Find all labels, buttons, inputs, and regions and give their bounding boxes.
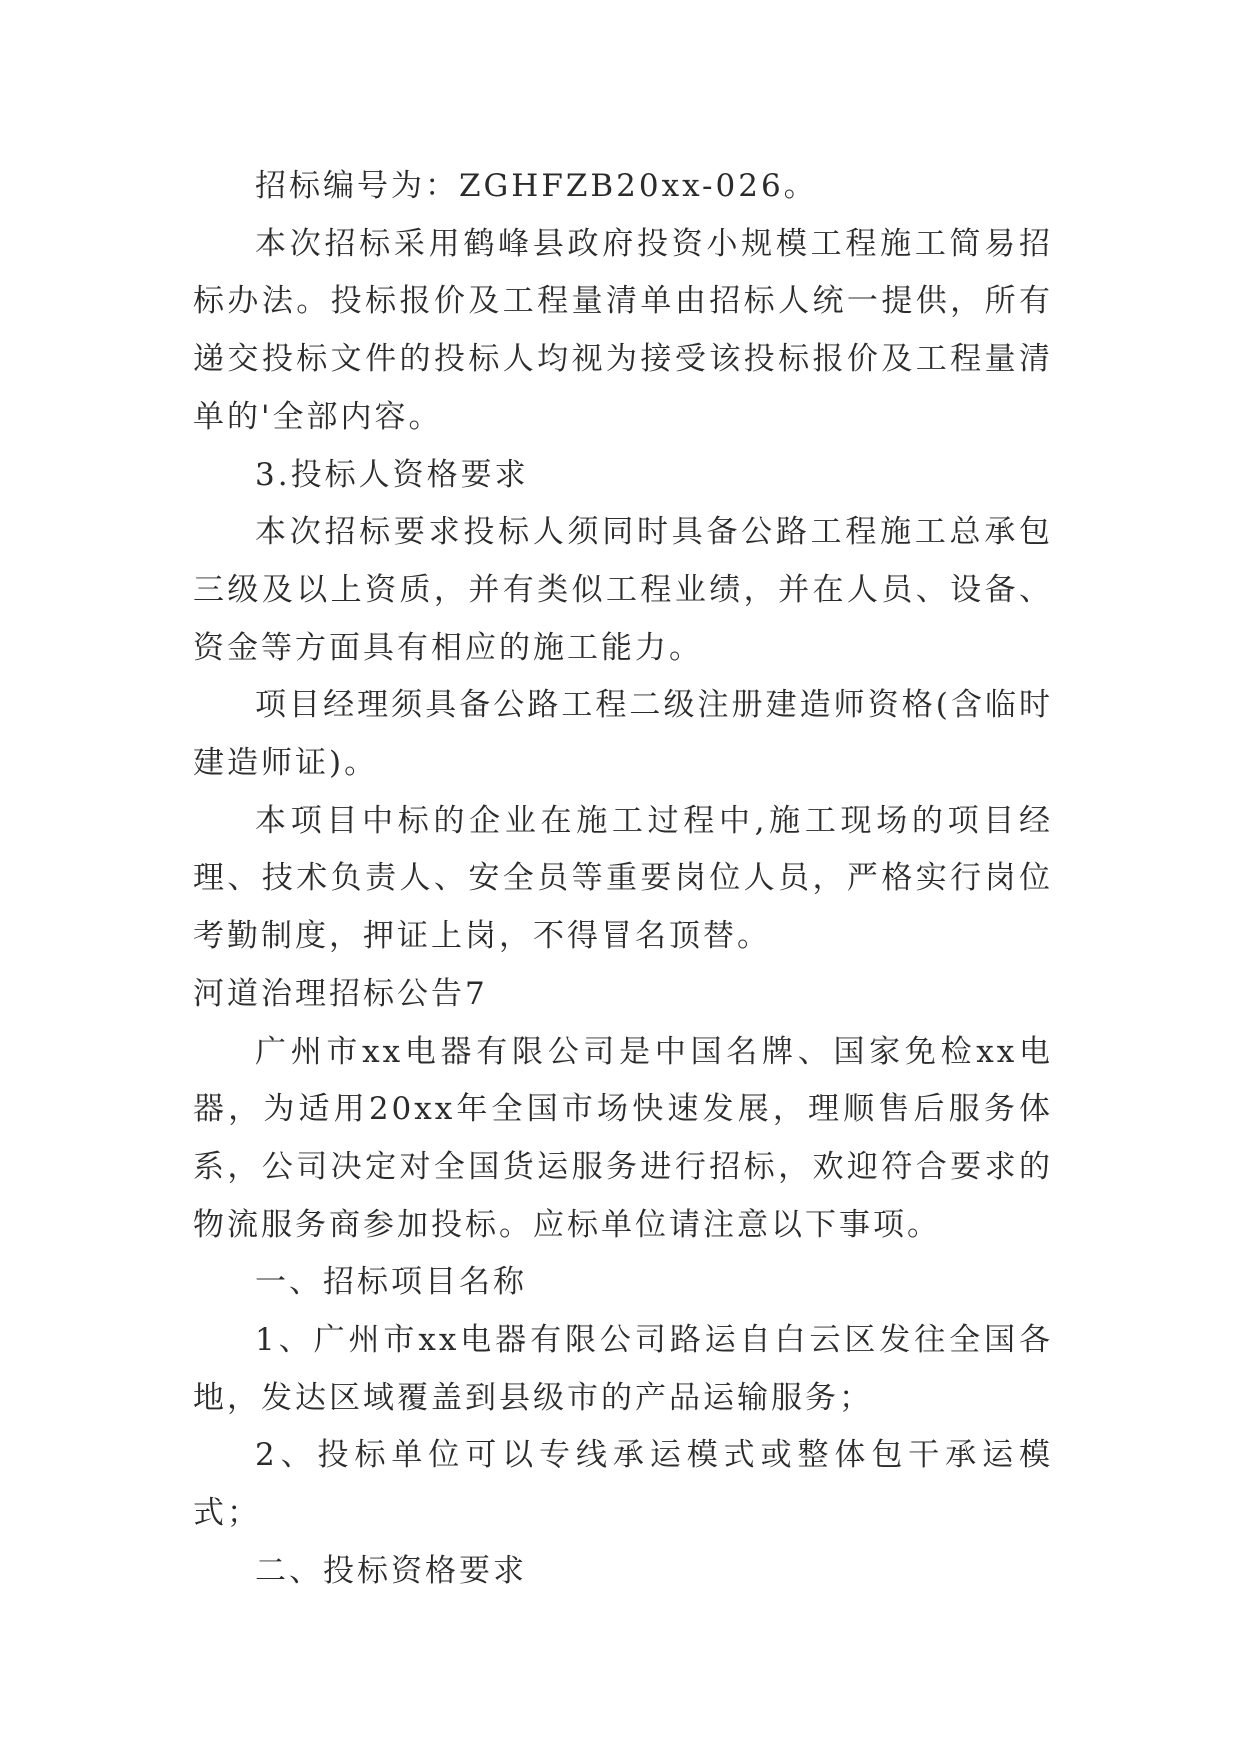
heading-project-name: 一、招标项目名称 [255, 1264, 527, 1301]
paragraph-site-personnel: 本项目中标的企业在施工过程中,施工现场的项目经理、技术负责人、安全员等重要岗位人员，严格实行岗位考勤制度，押证上岗，不得冒名顶替。 [193, 802, 1053, 955]
paragraph-project-manager: 项目经理须具备公路工程二级注册建造师资格(含临时建造师证)。 [193, 687, 1053, 782]
paragraph-tender-method: 本次招标采用鹤峰县政府投资小规模工程施工简易招标办法。投标报价及工程量清单由招标人统一提供，所有递交投标文件的投标人均视为接受该投标报价及工程量清单的'全部内容。 [193, 225, 1053, 435]
paragraph-tender-number: 招标编号为：ZGHFZB20xx-026。 [255, 168, 818, 204]
section-title: 河道治理招标公告7 [193, 975, 488, 1012]
paragraph-company-intro: 广州市xx电器有限公司是中国名牌、国家免检xx电器，为适用20xx年全国市场快速发展，理顺售后服务体系，公司决定对全国货运服务进行招标，欢迎符合要求的物流服务商参加投标。应标单位请注意以下事项。 [193, 1033, 1053, 1243]
list-item-2: 2、投标单位可以专线承运模式或整体包干承运模式； [193, 1437, 1053, 1532]
heading-bidder-qualification: 3.投标人资格要求 [255, 456, 529, 493]
paragraph-qualification-requirements: 本次招标要求投标人须同时具备公路工程施工总承包三级及以上资质，并有类似工程业绩，并在人员、设备、资金等方面具有相应的施工能力。 [193, 514, 1053, 666]
heading-bid-qualification: 二、投标资格要求 [255, 1552, 527, 1589]
document-body [193, 158, 1053, 1601]
list-item-1: 1、广州市xx电器有限公司路运自白云区发往全国各地，发达区域覆盖到县级市的产品运输服务； [193, 1322, 1053, 1416]
